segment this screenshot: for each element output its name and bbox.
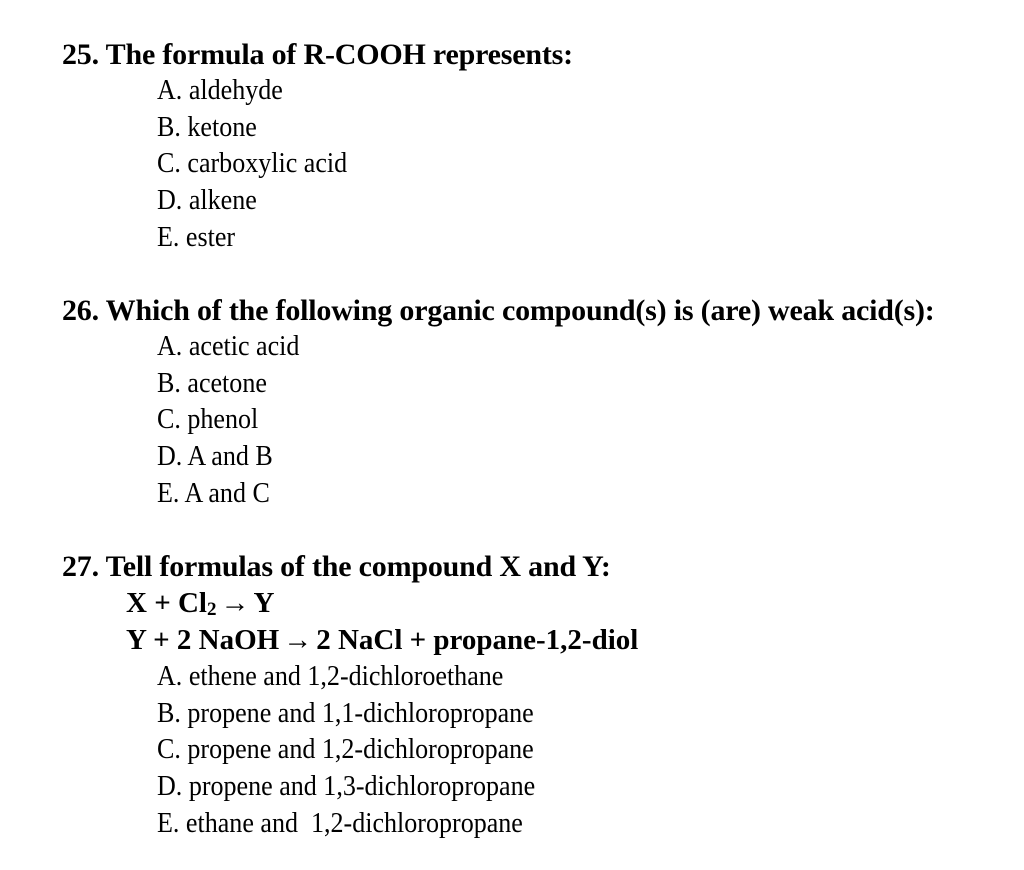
reaction-1 [126,585,1012,622]
option-d: D. A and B [157,441,273,473]
reaction-1-subscript: 2 [206,599,217,620]
option-c: C. propene and 1,2-dichloropropane [157,734,534,766]
option-d: D. alkene [157,185,257,217]
reaction-1-right: Y [253,587,275,619]
option-b: B. acetone [157,367,267,399]
option-a: A. acetic acid [157,331,300,362]
option-e: E. ester [157,221,236,253]
question-25 [62,37,1012,257]
reaction-2 [126,622,1012,659]
options-list [157,329,1012,513]
option-c: C. carboxylic acid [157,148,348,180]
option-b: B. propene and 1,1-dichloropropane [157,697,534,729]
option-d: D. propene and 1,3-dichloropropane [157,771,536,803]
question-title: 25. The formula of R-COOH represents: [62,38,573,71]
option-a: A. ethene and 1,2-dichloroethane [157,661,504,692]
options-list [157,73,1012,257]
question-26 [62,293,1012,513]
question-title: 27. Tell formulas of the compound X and Y: [62,550,611,583]
reaction-arrow: → [283,624,313,656]
question-27 [62,549,1012,843]
option-e: E. ethane and 1,2-dichloropropane [157,807,523,839]
reaction-equations [126,585,1012,659]
reaction-1-left: X + Cl [126,587,207,619]
option-a: A. aldehyde [157,75,283,106]
options-list [157,659,1012,843]
option-b: B. ketone [157,111,257,143]
option-e: E. A and C [157,477,270,509]
option-c: C. phenol [157,404,259,436]
reaction-arrow: → [220,587,250,619]
question-title: 26. Which of the following organic compound(s) is (are) weak acid(s): [62,294,935,327]
reaction-2-right: 2 NaCl + propane-1,2-diol [316,624,639,656]
reaction-2-left: Y + 2 NaOH [126,624,280,656]
